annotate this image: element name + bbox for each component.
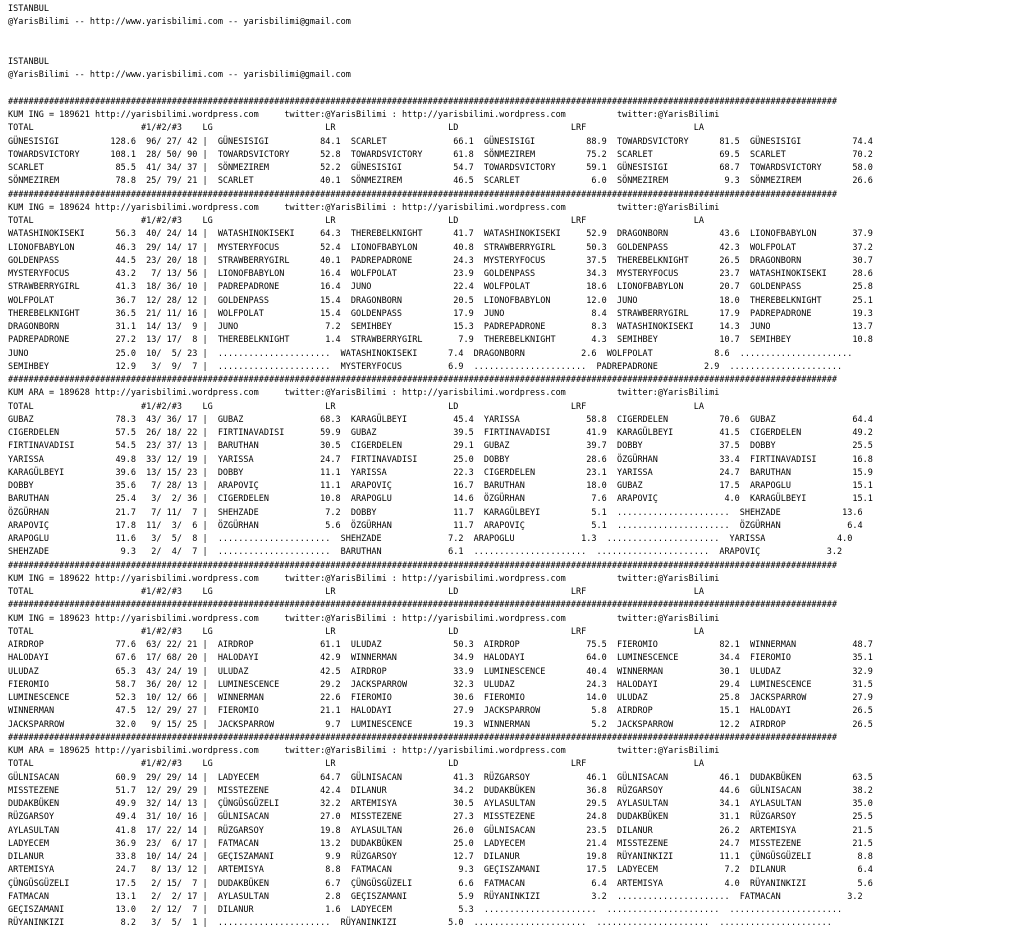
table-row: HALODAYI 67.6 17/ 68/ 20 | HALODAYI 42.9 WINNERMAN 34.9 HALODAYI 64.0 LUMINESCENCE 34.4 FIEROMIO 35.1 — [8, 653, 873, 664]
table-row: CIGERDELEN 57.5 26/ 18/ 22 | FIRTINAVADISI 59.9 GUBAZ 39.5 FIRTINAVADISI 41.9 KARAGÜLBEYI 41.5 CIGERDELEN 49.2 — [8, 428, 873, 438]
table-row: FATMACAN 13.1 2/ 2/ 17 | AYLASULTAN 2.8 GEÇISZAMANI 5.9 RÜYANINKIZI 3.2 ...................... FATMACAN 3.2 — [8, 891, 863, 902]
table-row: JACKSPARROW 32.0 9/ 15/ 25 | JACKSPARROW 9.7 LUMINESCENCE 19.3 WINNERMAN 5.2 JACKSPARROW 12.2 AIRDROP 26.5 — [8, 719, 873, 730]
separator-line: ################################################################################################################################################################## — [8, 96, 838, 107]
separator-line: ################################################################################################################################################################## — [8, 732, 838, 743]
city-heading: ISTANBUL — [8, 57, 49, 67]
table-row: PADREPADRONE 27.2 13/ 17/ 8 | THEREBELKNIGHT 1.4 STRAWBERRYGIRL 7.9 THEREBELKNIGHT 4.3 SEMIHBEY 10.7 SEMIHBEY 10.8 — [8, 335, 873, 346]
table-row: LUMINESCENCE 52.3 10/ 12/ 66 | WINNERMAN 22.6 FIEROMIO 30.6 FIEROMIO 14.0 ULUDAZ 25.8 JACKSPARROW 27.9 — [8, 693, 873, 703]
contact-line: @YarisBilimi -- http://www.yarisbilimi.com -- yarisbilimi@gmail.com — [8, 70, 351, 81]
table-row: DRAGONBORN 31.1 14/ 13/ 9 | JUNO 7.2 SEMIHBEY 15.3 PADREPADRONE 8.3 WATASHINOKISEKI 14.3 JUNO 13.7 — [8, 322, 873, 332]
separator-line: ################################################################################################################################################################## — [8, 375, 838, 385]
table-row: DUDAKBÜKEN 49.9 32/ 14/ 13 | ÇÜNGÜSGÜZELI 32.2 ARTEMISYA 30.5 AYLASULTAN 29.5 AYLASULTAN 34.1 AYLASULTAN 35.0 — [8, 799, 873, 809]
table-row: ARAPOVIÇ 17.8 11/ 3/ 6 | ÖZGÜRHAN 5.6 ÖZGÜRHAN 11.7 ARAPOVIÇ 5.1 ...................... ÖZGÜRHAN 6.4 — [8, 520, 863, 531]
race-title: KUM ING = 189623 http://yarisbilimi.wordpress.com twitter:@YarisBilimi : http://yarisbilimi.wordpress.com twitter:@YarisBilimi — [8, 613, 720, 624]
column-headers: TOTAL #1/#2/#3 LG LR LD LRF LA — [8, 626, 704, 637]
table-row: SCARLET 85.5 41/ 34/ 37 | SÖNMEZIREM 52.2 GÜNESISIGI 54.7 TOWARDSVICTORY 59.1 GÜNESISIGI 68.7 TOWARDSVICTORY 58.0 — [8, 163, 873, 173]
table-row: KARAGÜLBEYI 39.6 13/ 15/ 23 | DOBBY 11.1 YARISSA 22.3 CIGERDELEN 23.1 YARISSA 24.7 BARUTHAN 15.9 — [8, 467, 873, 478]
table-row: STRAWBERRYGIRL 41.3 18/ 36/ 10 | PADREPADRONE 16.4 JUNO 22.4 WOLFPOLAT 18.6 LIONOFBABYLON 20.7 GOLDENPASS 25.8 — [8, 282, 873, 293]
table-row: GÜLNISACAN 60.9 29/ 29/ 14 | LADYECEM 64.7 GÜLNISACAN 41.3 RÜZGARSOY 46.1 GÜLNISACAN 46.1 DUDAKBÜKEN 63.5 — [8, 772, 873, 783]
race-title: KUM ING = 189621 http://yarisbilimi.wordpress.com twitter:@YarisBilimi : http://yarisbilimi.wordpress.com twitter:@YarisBilimi — [8, 110, 720, 120]
table-row: DOBBY 35.6 7/ 28/ 13 | ARAPOVIÇ 11.1 ARAPOVIÇ 16.7 BARUTHAN 18.0 GUBAZ 17.5 ARAPOGLU 15.1 — [8, 481, 873, 491]
race-title: KUM ING = 189622 http://yarisbilimi.wordpress.com twitter:@YarisBilimi : http://yarisbilimi.wordpress.com twitter:@YarisBilimi — [8, 573, 720, 584]
city-heading: ISTANBUL — [8, 4, 49, 14]
column-headers: TOTAL #1/#2/#3 LG LR LD LRF LA — [8, 587, 704, 597]
separator-line: ################################################################################################################################################################## — [8, 189, 838, 200]
column-headers: TOTAL #1/#2/#3 LG LR LD LRF LA — [8, 123, 704, 134]
table-row: WATASHINOKISEKI 56.3 40/ 24/ 14 | WATASHINOKISEKI 64.3 THEREBELKNIGHT 41.7 WATASHINOKISEKI 52.9 DRAGONBORN 43.6 LIONOFBABYLON 37.9 — [8, 229, 873, 240]
table-row: MYSTERYFOCUS 43.2 7/ 13/ 56 | LIONOFBABYLON 16.4 WOLFPOLAT 23.9 GOLDENPASS 34.3 MYSTERYFOCUS 23.7 WATASHINOKISEKI 28.6 — [8, 269, 873, 279]
blank-line — [8, 83, 873, 96]
table-row: GEÇISZAMANI 13.0 2/ 12/ 7 | DILANUR 1.6 LADYECEM 5.3 ...................... ...................... ...................... — [8, 905, 843, 915]
table-row: MISSTEZENE 51.7 12/ 29/ 29 | MISSTEZENE 42.4 DILANUR 34.2 DUDAKBÜKEN 36.8 RÜZGARSOY 44.6 GÜLNISACAN 38.2 — [8, 785, 873, 796]
table-row: AIRDROP 77.6 63/ 22/ 21 | AIRDROP 61.1 ULUDAZ 50.3 AIRDROP 75.5 FIEROMIO 82.1 WINNERMAN 48.7 — [8, 640, 873, 650]
table-row: WINNERMAN 47.5 12/ 29/ 27 | FIEROMIO 21.1 HALODAYI 27.9 JACKSPARROW 5.8 AIRDROP 15.1 HALODAYI 26.5 — [8, 706, 873, 717]
table-row: THEREBELKNIGHT 36.5 21/ 11/ 16 | WOLFPOLAT 15.4 GOLDENPASS 17.9 JUNO 8.4 STRAWBERRYGIRL 17.9 PADREPADRONE 19.3 — [8, 308, 873, 319]
separator-line: ################################################################################################################################################################## — [8, 560, 838, 571]
table-row: ÖZGÜRHAN 21.7 7/ 11/ 7 | SHEHZADE 7.2 DOBBY 11.7 KARAGÜLBEYI 5.1 ...................... SHEHZADE 13.6 — [8, 507, 863, 518]
table-row: SHEHZADE 9.3 2/ 4/ 7 | ...................... BARUTHAN 6.1 ...................... ...................... ARAPOVIÇ 3.2 — [8, 547, 843, 558]
table-row: LIONOFBABYLON 46.3 29/ 14/ 17 | MYSTERYFOCUS 52.4 LIONOFBABYLON 40.8 STRAWBERRYGIRL 50.3 GOLDENPASS 42.3 WOLFPOLAT 37.2 — [8, 242, 873, 253]
table-row: ÇÜNGÜSGÜZELI 17.5 2/ 15/ 7 | DUDAKBÜKEN 6.7 ÇÜNGÜSGÜZELI 6.6 FATMACAN 6.4 ARTEMISYA 4.0 RÜYANINKIZI 5.6 — [8, 878, 873, 889]
race-title: KUM ARA = 189625 http://yarisbilimi.wordpress.com twitter:@YarisBilimi : http://yarisbilimi.wordpress.com twitter:@YarisBilimi — [8, 746, 720, 756]
column-headers: TOTAL #1/#2/#3 LG LR LD LRF LA — [8, 216, 704, 226]
separator-line: ################################################################################################################################################################## — [8, 600, 838, 611]
contact-line: @YarisBilimi -- http://www.yarisbilimi.com -- yarisbilimi@gmail.com — [8, 17, 351, 28]
table-row: YARISSA 49.8 33/ 12/ 19 | YARISSA 24.7 FIRTINAVADISI 25.0 DOBBY 28.6 ÖZGÜRHAN 33.4 FIRTINAVADISI 16.8 — [8, 454, 873, 465]
column-headers: TOTAL #1/#2/#3 LG LR LD LRF LA — [8, 401, 704, 412]
table-row: DILANUR 33.8 10/ 14/ 24 | GEÇISZAMANI 9.9 RÜZGARSOY 12.7 DILANUR 19.8 RÜYANINKIZI 11.1 ÇÜNGÜSGÜZELI 8.8 — [8, 852, 873, 862]
table-row: FIRTINAVADISI 54.5 23/ 37/ 13 | BARUTHAN 30.5 CIGERDELEN 29.1 GUBAZ 39.7 DOBBY 37.5 DOBBY 25.5 — [8, 441, 873, 452]
table-row: SEMIHBEY 12.9 3/ 9/ 7 | ...................... MYSTERYFOCUS 6.9 ...................... PADREPADRONE 2.9 ...................... — [8, 361, 843, 372]
table-row: GUBAZ 78.3 43/ 36/ 17 | GUBAZ 68.3 KARAGÜLBEYI 45.4 YARISSA 58.8 CIGERDELEN 70.6 GUBAZ 64.4 — [8, 414, 873, 425]
table-row: AYLASULTAN 41.8 17/ 22/ 14 | RÜZGARSOY 19.8 AYLASULTAN 26.0 GÜLNISACAN 23.5 DILANUR 26.2 ARTEMISYA 21.5 — [8, 825, 873, 836]
race-title: KUM ARA = 189628 http://yarisbilimi.wordpress.com twitter:@YarisBilimi : http://yarisbilimi.wordpress.com twitter:@YarisBilimi — [8, 388, 720, 399]
table-row: BARUTHAN 25.4 3/ 2/ 36 | CIGERDELEN 10.8 ARAPOGLU 14.6 ÖZGÜRHAN 7.6 ARAPOVIÇ 4.0 KARAGÜLBEYI 15.1 — [8, 494, 873, 505]
table-row: ARTEMISYA 24.7 8/ 13/ 12 | ARTEMISYA 8.8 FATMACAN 9.3 GEÇISZAMANI 17.5 LADYECEM 7.2 DILANUR 6.4 — [8, 865, 873, 876]
column-headers: TOTAL #1/#2/#3 LG LR LD LRF LA — [8, 759, 704, 770]
table-row: SÖNMEZIREM 78.8 25/ 79/ 21 | SCARLET 40.1 SÖNMEZIREM 46.5 SCARLET 6.0 SÖNMEZIREM 9.3 SÖNMEZIREM 26.6 — [8, 176, 873, 187]
table-row: ARAPOGLU 11.6 3/ 5/ 8 | ...................... SHEHZADE 7.2 ARAPOGLU 1.3 ...................... YARISSA 4.0 — [8, 534, 853, 544]
table-row: GOLDENPASS 44.5 23/ 20/ 18 | STRAWBERRYGIRL 40.1 PADREPADRONE 24.3 MYSTERYFOCUS 37.5 THEREBELKNIGHT 26.5 DRAGONBORN 30.7 — [8, 255, 873, 266]
document-text — [8, 3, 873, 931]
table-row: RÜZGARSOY 49.4 31/ 10/ 16 | GÜLNISACAN 27.0 MISSTEZENE 27.3 MISSTEZENE 24.8 DUDAKBÜKEN 31.1 RÜZGARSOY 25.5 — [8, 812, 873, 823]
table-row: GÜNESISIGI 128.6 96/ 27/ 42 | GÜNESISIGI 84.1 SCARLET 66.1 GÜNESISIGI 88.9 TOWARDSVICTORY 81.5 GÜNESISIGI 74.4 — [8, 136, 873, 147]
table-row: FIEROMIO 58.7 36/ 20/ 12 | LUMINESCENCE 29.2 JACKSPARROW 32.3 ULUDAZ 24.3 HALODAYI 29.4 LUMINESCENCE 31.5 — [8, 679, 873, 690]
table-row: WOLFPOLAT 36.7 12/ 28/ 12 | GOLDENPASS 15.4 DRAGONBORN 20.5 LIONOFBABYLON 12.0 JUNO 18.0 THEREBELKNIGHT 25.1 — [8, 295, 873, 306]
table-row: JUNO 25.0 10/ 5/ 23 | ...................... WATASHINOKISEKI 7.4 DRAGONBORN 2.6 WOLFPOLAT 8.6 ...................... — [8, 348, 853, 359]
race-title: KUM ING = 189624 http://yarisbilimi.wordpress.com twitter:@YarisBilimi : http://yarisbilimi.wordpress.com twitter:@YarisBilimi — [8, 202, 720, 213]
table-row: TOWARDSVICTORY 108.1 28/ 50/ 90 | TOWARDSVICTORY 52.8 TOWARDSVICTORY 61.8 SÖNMEZIREM 75.2 SCARLET 69.5 SCARLET 70.2 — [8, 149, 873, 160]
table-row: ULUDAZ 65.3 43/ 24/ 19 | ULUDAZ 42.5 AIRDROP 33.9 LUMINESCENCE 40.4 WINNERMAN 30.1 ULUDAZ 32.9 — [8, 666, 873, 677]
table-row: LADYECEM 36.9 23/ 6/ 17 | FATMACAN 13.2 DUDAKBÜKEN 25.0 LADYECEM 21.4 MISSTEZENE 24.7 MISSTEZENE 21.5 — [8, 838, 873, 849]
blank-line — [8, 30, 873, 57]
table-row: RÜYANINKIZI 8.2 3/ 5/ 1 | ...................... RÜYANINKIZI 5.0 ...................... ...................... ...................... — [8, 918, 832, 929]
